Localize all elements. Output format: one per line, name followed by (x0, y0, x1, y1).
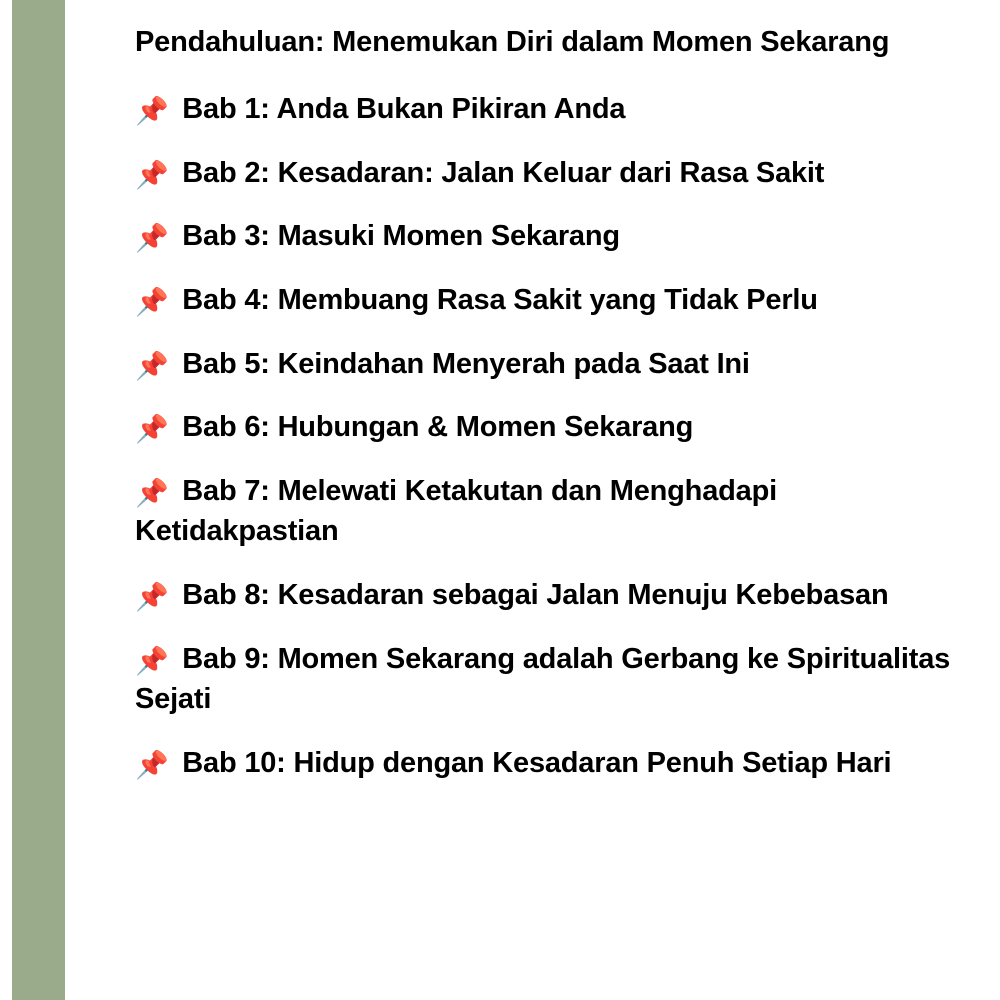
pushpin-icon: 📌 (135, 159, 169, 190)
table-of-contents (135, 89, 990, 783)
list-item (135, 344, 970, 385)
list-item (135, 216, 970, 257)
page-left-margin (0, 0, 12, 1000)
chapter-label: Bab 10: Hidup dengan Kesadaran Penuh Setiap Hari (182, 746, 892, 779)
page-title: Pendahuluan: Menemukan Diri dalam Momen Sekarang (135, 26, 890, 58)
chapter-label: Bab 5: Keindahan Menyerah pada Saat Ini (182, 347, 750, 380)
pushpin-icon: 📌 (135, 414, 169, 445)
list-item (135, 153, 970, 194)
list-item (135, 89, 970, 130)
chapter-label: Bab 8: Kesadaran sebagai Jalan Menuju Kebebasan (182, 578, 889, 611)
list-item (135, 407, 970, 448)
decorative-side-bar (12, 0, 65, 1000)
chapter-label: Bab 4: Membuang Rasa Sakit yang Tidak Perlu (182, 283, 818, 316)
pushpin-icon: 📌 (135, 96, 169, 127)
list-item (135, 280, 970, 321)
chapter-label: Bab 9: Momen Sekarang adalah Gerbang ke Spiritualitas Sejati (135, 642, 951, 716)
chapter-label: Bab 1: Anda Bukan Pikiran Anda (182, 93, 626, 126)
pushpin-icon: 📌 (135, 223, 169, 254)
pushpin-icon: 📌 (135, 581, 169, 612)
pushpin-icon: 📌 (135, 477, 169, 508)
pushpin-icon: 📌 (135, 749, 169, 780)
pushpin-icon: 📌 (135, 350, 169, 381)
list-item (135, 575, 970, 616)
list-item (135, 471, 970, 552)
chapter-label: Bab 7: Melewati Ketakutan dan Menghadapi Ketidakpastian (135, 474, 777, 548)
list-item (135, 743, 970, 784)
chapter-label: Bab 2: Kesadaran: Jalan Keluar dari Rasa Sakit (182, 156, 825, 189)
pushpin-icon: 📌 (135, 286, 169, 317)
chapter-label: Bab 6: Hubungan & Momen Sekarang (182, 411, 694, 444)
document-content (65, 0, 1000, 1000)
list-item (135, 639, 970, 720)
pushpin-icon: 📌 (135, 645, 169, 676)
chapter-label: Bab 3: Masuki Momen Sekarang (182, 220, 620, 253)
